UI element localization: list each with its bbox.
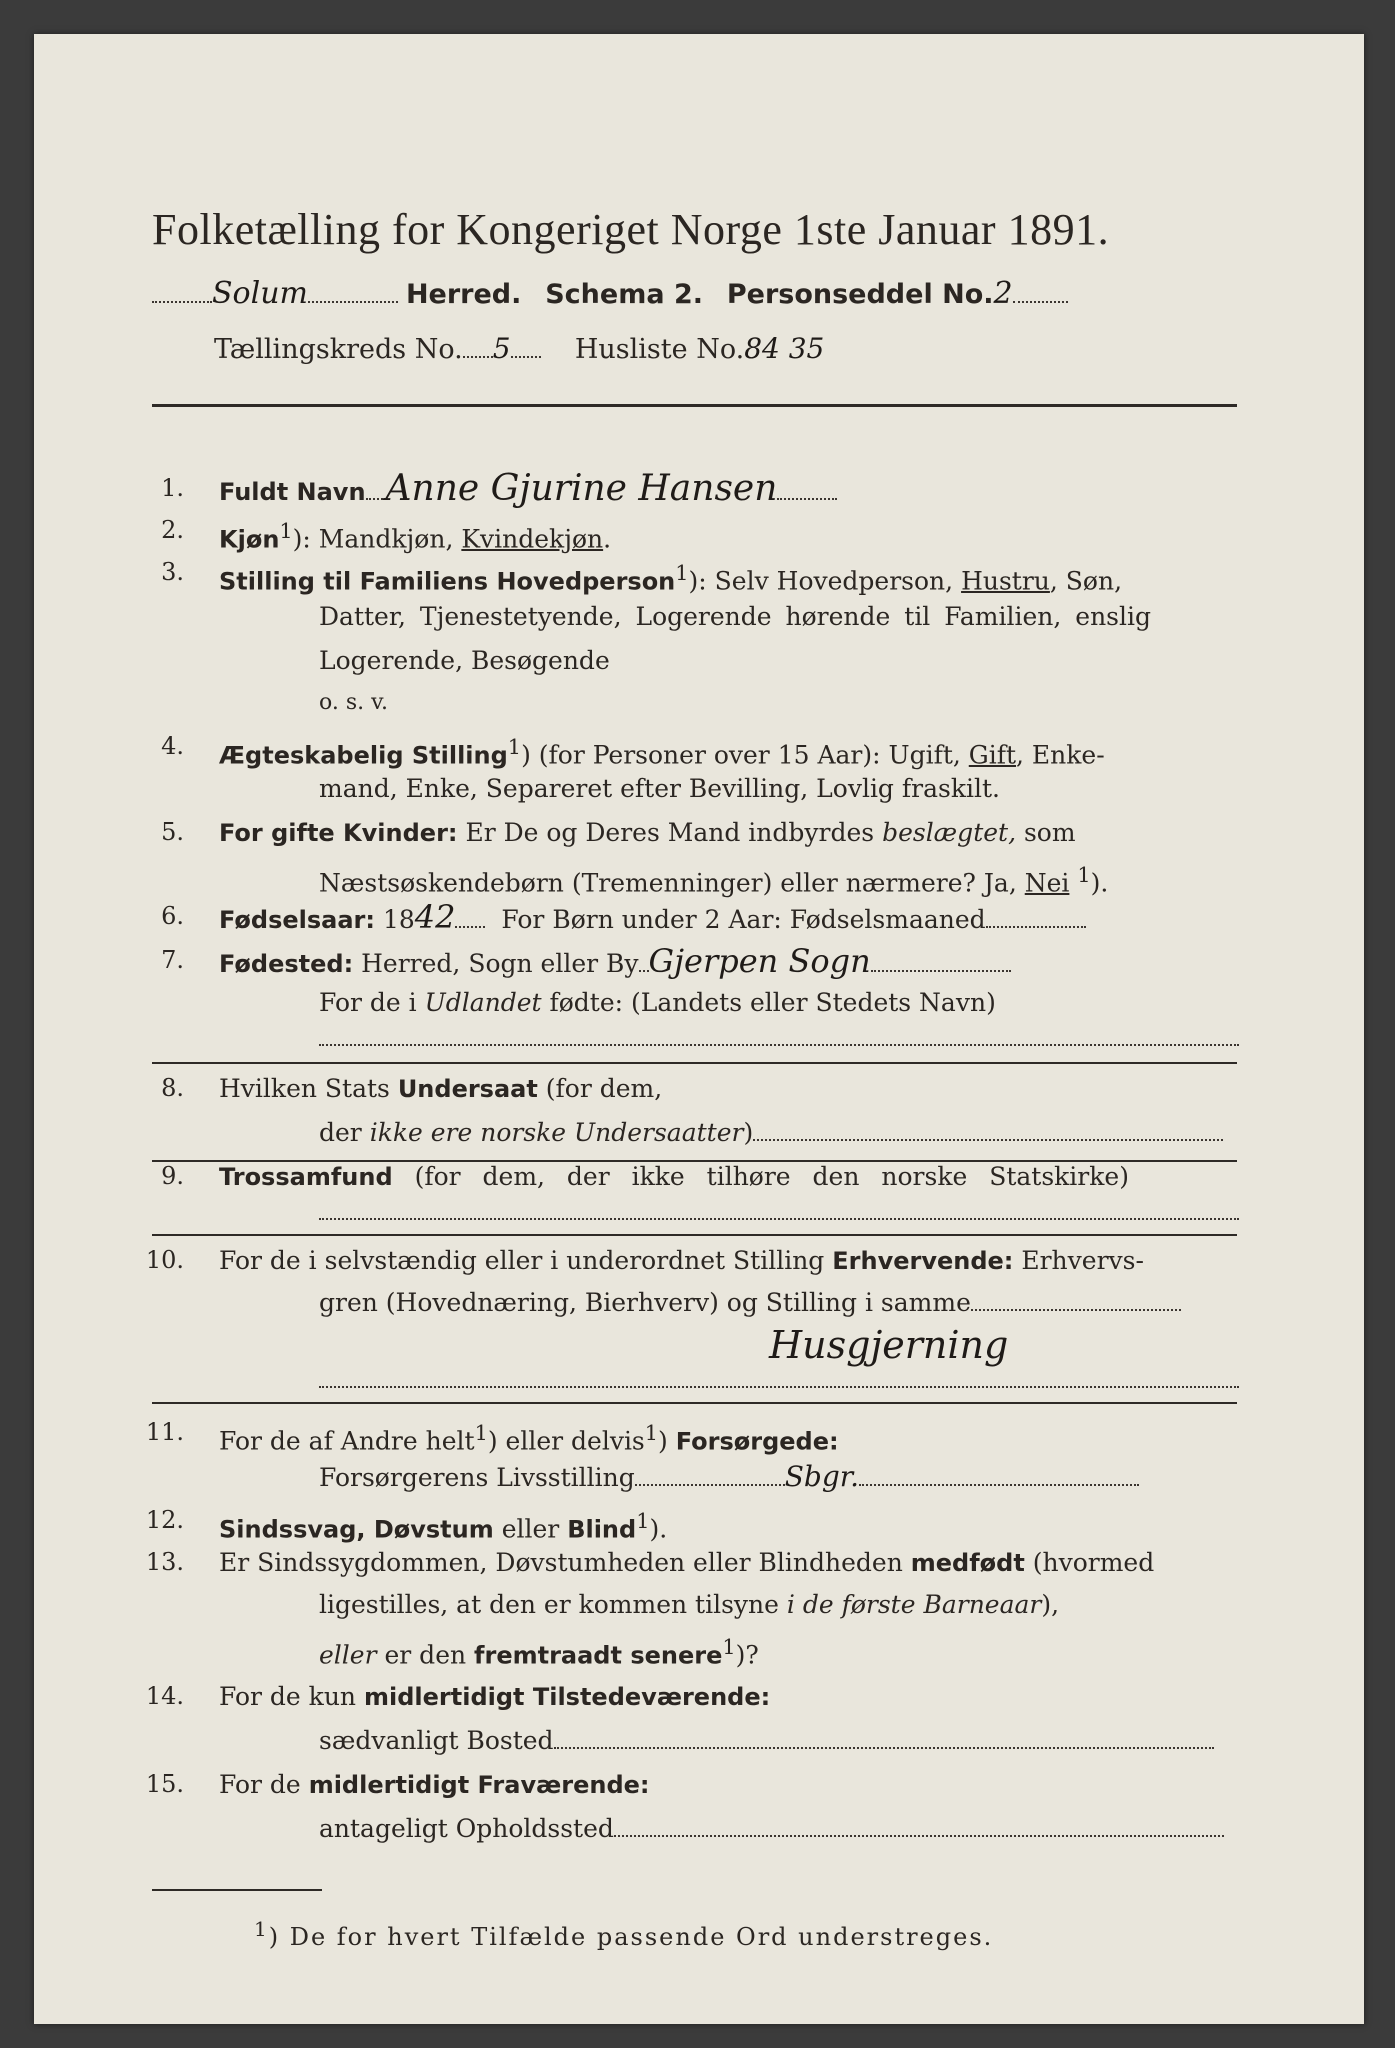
beslaegtet-italic: beslægtet, (882, 818, 1017, 847)
item-7-text2: For de i (319, 988, 425, 1017)
footnote-ref: 1 (722, 1635, 736, 1659)
item-6-row (219, 898, 1086, 936)
gift-underlined: Gift (968, 740, 1017, 770)
item-13-text3: er den (376, 1640, 475, 1670)
item-14-text2: sædvanligt Bosted (319, 1726, 554, 1755)
item-15-label: midlertidigt Fraværende: (308, 1771, 650, 1799)
personseddel-value: 2 (993, 276, 1013, 311)
item-5-text2: Næstsøskendebørn (Tremenninger) eller nærmere? Ja, (319, 868, 1025, 898)
footnote-ref: 1 (1077, 863, 1091, 887)
item-10-blank-line (319, 1386, 1239, 1388)
item-3-row4: o. s. v. (319, 690, 388, 715)
item-10-row2 (319, 1288, 1181, 1318)
divider-3 (152, 1234, 1237, 1236)
item-10-label: Erhvervende: (832, 1247, 1014, 1275)
footnote-ref: 1 (279, 519, 293, 543)
item-3-label: Stilling til Familiens Hovedperson (219, 567, 676, 596)
kreds-value: 5 (492, 332, 511, 365)
full-name-value: Anne Gjurine Hansen (385, 468, 778, 509)
item-13-end: (hvormed (1024, 1548, 1155, 1577)
eller-italic: eller (319, 1640, 377, 1670)
header-rule (152, 404, 1237, 407)
item-9-text: (for dem, der ikke tilhøre den norske Statskirke) (392, 1162, 1129, 1191)
husliste-value: 84 35 (744, 332, 825, 365)
item-13-end3: )? (735, 1640, 759, 1670)
item-8-label: Undersaat (397, 1075, 538, 1103)
item-13-end2: ), (1041, 1590, 1060, 1619)
item-2-text: ): Mandkjøn, (292, 524, 462, 554)
item-3-row3: Logerende, Besøgende (319, 646, 610, 675)
item-5-end: som (1016, 818, 1076, 847)
fremtraadt-bold: fremtraadt senere (474, 1641, 723, 1670)
item-4-end: , Enke- (1016, 740, 1105, 770)
item-11-row1 (219, 1418, 839, 1456)
item-15-text: For de (219, 1770, 309, 1799)
udlandet-italic: Udlandet (424, 988, 542, 1017)
item-11-label: Forsørgede: (675, 1427, 839, 1456)
item-9-row (219, 1162, 1129, 1192)
item-11-row2 (319, 1462, 1139, 1493)
item-13-text2: ligestilles, at den er kommen tilsyne (319, 1590, 787, 1619)
item-15-row1 (219, 1770, 650, 1800)
ikke-norske-italic: ikke ere norske Undersaatter (369, 1118, 744, 1147)
footnote-rule (152, 1889, 322, 1891)
item-12-end: ). (649, 1514, 668, 1544)
item-11-text2: Forsørgerens Livsstilling (319, 1463, 635, 1492)
item-5-label: For gifte Kvinder: (219, 819, 458, 847)
item-14-num: 14. (145, 1682, 184, 1710)
item-4-label: Ægteskabelig Stilling (219, 741, 508, 770)
item-7-blank-line (319, 1044, 1239, 1046)
form-title: Folketælling for Kongeriget Norge 1ste Januar 1891. (152, 205, 1110, 254)
item-8-text: Hvilken Stats (219, 1074, 398, 1103)
item-2-label: Kjøn (219, 525, 280, 554)
herred-line (152, 276, 1068, 311)
item-10-text: For de i selvstændig eller i underordnet Stilling (219, 1246, 833, 1275)
birth-year-value: 42 (414, 898, 456, 936)
item-1-label: Fuldt Navn (219, 478, 366, 506)
herred-value: Solum (212, 276, 308, 311)
item-4-row1 (219, 732, 1105, 770)
item-5-row2 (319, 860, 1108, 898)
item-7-num: 7. (161, 946, 184, 974)
item-13-row3 (319, 1632, 759, 1670)
item-5-num: 5. (161, 818, 184, 846)
item-12-text: eller (493, 1514, 568, 1544)
item-11-text-c: ) (658, 1426, 676, 1456)
birth-year-prefix: 18 (375, 905, 415, 934)
occupation-row (769, 1323, 1009, 1367)
footnote-ref: 1 (474, 1421, 488, 1445)
item-7-row2 (319, 988, 996, 1018)
footnote-ref: 1 (636, 1509, 650, 1533)
personseddel-label: Personseddel No. (726, 279, 994, 310)
barneaar-italic: i de første Barneaar (786, 1590, 1042, 1619)
item-6-num: 6. (161, 902, 184, 930)
item-8-text2: der (319, 1118, 370, 1147)
item-7-end2: fødte: (Landets eller Stedets Navn) (541, 988, 996, 1017)
item-3-end: , Søn, (1049, 566, 1123, 596)
item-3-row2: Datter, Tjenestetyende, Logerende hørende til Familien, enslig (319, 602, 1152, 631)
item-8-end: (for dem, (537, 1074, 663, 1103)
census-form-sheet (34, 34, 1364, 2024)
kvindekjon-underlined: Kvindekjøn (461, 524, 604, 554)
footnote-text: ) De for hvert Tilfælde passende Ord understreges. (268, 1923, 994, 1951)
item-6-text: For Børn under 2 Aar: Fødselsmaaned (501, 905, 986, 934)
husliste-label: Husliste No. (574, 334, 745, 365)
item-14-row2 (319, 1726, 1214, 1756)
item-12-row (219, 1506, 667, 1544)
footnote-ref: 1 (254, 1917, 269, 1941)
item-6-label: Fødselsaar: (219, 906, 375, 934)
item-12-label2: Blind (567, 1515, 637, 1544)
footnote-ref: 1 (507, 735, 522, 759)
item-5-row1 (219, 818, 1076, 848)
item-5-text: Er De og Deres Mand indbyrdes (457, 818, 883, 847)
item-1-num: 1. (161, 474, 184, 502)
item-10-end: Erhvervs- (1013, 1246, 1144, 1275)
item-2-row (219, 516, 611, 554)
item-9-num: 9. (161, 1162, 184, 1190)
item-1-row (219, 468, 837, 509)
item-13-text: Er Sindssygdommen, Døvstumheden eller Blindheden (219, 1548, 911, 1577)
item-2-end: . (603, 524, 612, 554)
item-12-label: Sindssvag, Døvstum (219, 1515, 494, 1544)
medfodt-bold: medfødt (910, 1549, 1025, 1577)
item-11-num: 11. (145, 1418, 184, 1446)
item-7-label: Fødested: (219, 950, 354, 978)
item-10-num: 10. (145, 1246, 184, 1274)
item-4-row2: mand, Enke, Separeret efter Bevilling, Lovlig fraskilt. (319, 774, 1000, 803)
item-12-num: 12. (145, 1506, 184, 1534)
item-13-num: 13. (145, 1548, 184, 1576)
item-3-row1 (219, 558, 1122, 596)
item-15-num: 15. (145, 1770, 184, 1798)
item-4-text: ) (for Personer over 15 Aar): Ugift, (521, 740, 969, 770)
item-8-end2: ) (743, 1118, 754, 1147)
item-11-text-b: ) eller delvis (487, 1426, 645, 1456)
divider-4 (152, 1402, 1237, 1404)
item-9-blank-line (319, 1218, 1239, 1220)
divider-1 (152, 1062, 1237, 1064)
nei-underlined: Nei (1024, 868, 1070, 898)
birthplace-value: Gjerpen Sogn (648, 942, 871, 980)
item-7-text: Herred, Sogn eller By (353, 949, 639, 978)
kreds-line (214, 334, 824, 365)
item-3-text: ): Selv Hovedperson, (688, 566, 962, 596)
item-15-row2 (319, 1814, 1224, 1844)
item-8-num: 8. (161, 1074, 184, 1102)
footnote (254, 1914, 993, 1952)
schema-label: Schema 2. (545, 279, 703, 310)
footnote-ref: 1 (675, 561, 689, 585)
item-13-row2 (319, 1590, 1059, 1620)
item-14-row1 (219, 1682, 770, 1712)
item-14-label: midlertidigt Tilstedeværende: (363, 1683, 771, 1711)
item-5-end2: ). (1090, 868, 1109, 898)
item-3-num: 3. (161, 558, 184, 586)
item-10-row1 (219, 1246, 1144, 1276)
item-15-text2: antageligt Opholdssted (319, 1814, 614, 1843)
item-8-row1 (219, 1074, 662, 1104)
hustru-underlined: Hustru (961, 566, 1050, 596)
item-2-num: 2. (161, 516, 184, 544)
item-8-row2 (319, 1118, 1223, 1148)
item-9-label: Trossamfund (219, 1163, 393, 1191)
item-4-num: 4. (161, 732, 184, 760)
herred-label: Herred. (405, 279, 522, 310)
occupation-value: Husgjerning (769, 1323, 1009, 1367)
item-7-row1 (219, 942, 1011, 980)
item-14-text: For de kun (219, 1682, 364, 1711)
kreds-label: Tællingskreds No. (214, 334, 463, 365)
item-11-text: For de af Andre helt (219, 1426, 475, 1456)
item-10-text2: gren (Hovednæring, Bierhverv) og Stilling i samme (319, 1288, 971, 1317)
item-13-row1 (219, 1548, 1154, 1578)
provider-value: Sbgr. (784, 1460, 859, 1493)
footnote-ref: 1 (644, 1421, 659, 1445)
